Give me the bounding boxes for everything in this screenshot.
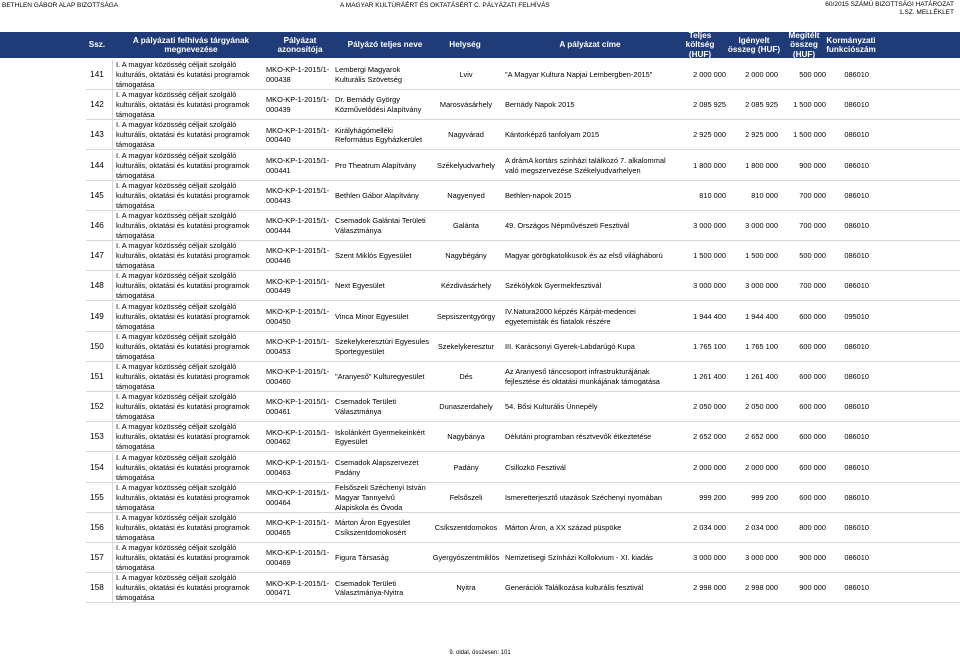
column-divider bbox=[112, 573, 114, 603]
cell-granted: 1 500 000 bbox=[793, 130, 826, 140]
cell-requested: 999 200 bbox=[751, 492, 778, 502]
cell-requested: 1 261 400 bbox=[745, 372, 778, 382]
cell-loc: Dunaszerdahely bbox=[439, 402, 493, 412]
cell-title: Az Aranyeső tánccsoport infrastrukturájának fejlesztése és oktatási munkájának támogatása bbox=[505, 367, 660, 386]
cell-func: 086010 bbox=[844, 372, 869, 382]
cell-title: Csillozkö Fesztivál bbox=[505, 462, 566, 472]
cell-loc: Csíkszentdomokos bbox=[434, 523, 498, 533]
cell-loc: Nagybánya bbox=[447, 432, 485, 442]
cell-org: Bethlen Gábor Alapítvány bbox=[335, 190, 419, 200]
column-divider bbox=[112, 120, 114, 150]
cell-code: MKO-KP-1-2015/1-000440 bbox=[266, 125, 330, 145]
cell-title: Nemzetisegi Színházi Kollokvium - XI. kiadás bbox=[505, 553, 653, 563]
cell-func: 086010 bbox=[844, 221, 869, 231]
cell-granted: 700 000 bbox=[799, 281, 826, 291]
cell-call: I. A magyar közösség céljait szolgáló kulturális, oktatási és kutatási programok támogatása bbox=[116, 180, 250, 210]
cell-num: 144 bbox=[90, 160, 104, 170]
col-header-requested: Igényelt összeg (HUF) bbox=[727, 35, 781, 54]
cell-title: Magyar görögkatolikusok és az első világháború bbox=[505, 251, 663, 261]
cell-granted: 600 000 bbox=[799, 492, 826, 502]
cell-func: 086010 bbox=[844, 462, 869, 472]
col-header-loc: Helység bbox=[449, 40, 481, 50]
table-row bbox=[0, 120, 960, 150]
cell-granted: 900 000 bbox=[799, 160, 826, 170]
cell-code: MKO-KP-1-2015/1-000438 bbox=[266, 65, 330, 84]
cell-func: 086010 bbox=[844, 583, 869, 593]
cell-num: 150 bbox=[90, 341, 104, 351]
cell-num: 153 bbox=[90, 432, 104, 442]
cell-title: Generációk Találkozása kulturális fesztivál bbox=[505, 583, 644, 593]
cell-call: I. A magyar közösség céljait szolgáló kulturális, oktatási és kutatási programok támogatása bbox=[116, 120, 250, 150]
table-row bbox=[0, 332, 960, 362]
column-divider bbox=[112, 543, 114, 573]
cell-loc: Nyitra bbox=[456, 583, 476, 593]
cell-func: 086010 bbox=[844, 432, 869, 442]
column-divider bbox=[112, 332, 114, 362]
column-divider bbox=[112, 181, 114, 211]
cell-title: 49. Országos Népművészeti Fesztivál bbox=[505, 221, 630, 231]
table-row bbox=[0, 573, 960, 603]
cell-granted: 500 000 bbox=[799, 70, 826, 80]
cell-requested: 2 652 000 bbox=[745, 432, 778, 442]
cell-code: MKO-KP-1-2015/1-000463 bbox=[266, 457, 330, 477]
cell-total: 1 261 400 bbox=[693, 372, 726, 382]
column-divider bbox=[112, 60, 114, 90]
table-row bbox=[0, 181, 960, 211]
cell-code: MKO-KP-1-2015/1-000461 bbox=[266, 397, 330, 417]
cell-call: I. A magyar közösség céljait szolgáló kulturális, oktatási és kutatási programok támogatása bbox=[116, 482, 250, 512]
col-header-num: Ssz. bbox=[88, 40, 106, 50]
cell-code: MKO-KP-1-2015/1-000469 bbox=[266, 548, 330, 568]
cell-loc: Nagyvárad bbox=[448, 130, 484, 140]
table-row bbox=[0, 422, 960, 452]
column-divider bbox=[112, 362, 114, 392]
cell-call: I. A magyar közösség céljait szolgáló kulturális, oktatási és kutatási programok támogatása bbox=[116, 422, 250, 452]
column-divider bbox=[112, 483, 114, 513]
column-divider bbox=[112, 151, 114, 181]
cell-num: 149 bbox=[90, 311, 104, 321]
cell-code: MKO-KP-1-2015/1-000439 bbox=[266, 95, 330, 115]
cell-title: Bernády Napok 2015 bbox=[505, 100, 575, 110]
cell-total: 2 034 000 bbox=[693, 523, 726, 533]
col-header-org: Pályázó teljes neve bbox=[347, 40, 423, 50]
cell-granted: 900 000 bbox=[799, 583, 826, 593]
cell-code: MKO-KP-1-2015/1-000444 bbox=[266, 216, 330, 235]
cell-call: I. A magyar közösség céljait szolgáló kulturális, oktatási és kutatási programok támogatása bbox=[116, 90, 250, 120]
cell-func: 086010 bbox=[844, 160, 869, 170]
cell-requested: 2 998 000 bbox=[745, 583, 778, 593]
table-header bbox=[0, 32, 960, 58]
col-header-code: Pályázat azonosítója bbox=[277, 35, 323, 54]
cell-requested: 3 000 000 bbox=[745, 553, 778, 563]
cell-func: 086010 bbox=[844, 100, 869, 110]
cell-org: Felsőszeli Széchenyi István Magyar Tannyelvű Alapiskola és Óvoda bbox=[335, 483, 426, 512]
cell-total: 1 944 400 bbox=[693, 311, 726, 321]
cell-num: 155 bbox=[90, 492, 104, 502]
column-divider bbox=[112, 422, 114, 452]
column-divider bbox=[112, 392, 114, 422]
cell-code: MKO-KP-1-2015/1-000460 bbox=[266, 367, 330, 386]
cell-total: 2 998 000 bbox=[693, 583, 726, 593]
cell-code: MKO-KP-1-2015/1-000464 bbox=[266, 488, 330, 507]
cell-loc: Kézdivásárhely bbox=[440, 281, 492, 291]
cell-loc: Gyergyószentmiklós bbox=[432, 553, 500, 563]
resolution-ref bbox=[825, 1, 954, 17]
table-row bbox=[0, 302, 960, 332]
cell-requested: 3 000 000 bbox=[745, 281, 778, 291]
table-row bbox=[0, 90, 960, 120]
cell-func: 086010 bbox=[844, 130, 869, 140]
cell-num: 148 bbox=[90, 281, 104, 291]
cell-num: 157 bbox=[90, 553, 104, 563]
table-row bbox=[0, 392, 960, 422]
cell-org: Csemadok Területi Választmánya-Nyitra bbox=[335, 578, 404, 598]
cell-func: 086010 bbox=[844, 341, 869, 351]
cell-total: 1 800 000 bbox=[693, 160, 726, 170]
table-row bbox=[0, 453, 960, 483]
table-row bbox=[0, 271, 960, 301]
col-header-total: Teljes költség (HUF) bbox=[685, 30, 715, 59]
cell-num: 145 bbox=[90, 190, 104, 200]
table-row bbox=[0, 483, 960, 513]
column-divider bbox=[112, 241, 114, 271]
cell-granted: 600 000 bbox=[799, 372, 826, 382]
cell-func: 086010 bbox=[844, 251, 869, 261]
cell-org: Iskolánkért Gyermekeinkért Egyesület bbox=[335, 427, 425, 447]
cell-title: 54. Bősi Kulturális Ünnepély bbox=[505, 402, 598, 412]
cell-num: 151 bbox=[90, 372, 104, 382]
table-row bbox=[0, 60, 960, 90]
column-divider bbox=[112, 453, 114, 483]
cell-num: 154 bbox=[90, 462, 104, 472]
cell-loc: Galánta bbox=[453, 221, 479, 231]
annex-label: 1.SZ. MELLÉKLET bbox=[899, 9, 954, 16]
row-separator bbox=[86, 602, 960, 603]
cell-func: 086010 bbox=[844, 553, 869, 563]
cell-total: 2 652 000 bbox=[693, 432, 726, 442]
cell-num: 142 bbox=[90, 100, 104, 110]
cell-requested: 3 000 000 bbox=[745, 221, 778, 231]
cell-requested: 2 925 000 bbox=[745, 130, 778, 140]
table-row bbox=[0, 362, 960, 392]
cell-granted: 600 000 bbox=[799, 432, 826, 442]
cell-total: 999 200 bbox=[699, 492, 726, 502]
cell-func: 086010 bbox=[844, 492, 869, 502]
cell-title: "A Magyar Kultura Napjai Lembergben-2015" bbox=[505, 70, 653, 80]
cell-call: I. A magyar közösség céljait szolgáló kulturális, oktatási és kutatási programok támogatása bbox=[116, 211, 250, 240]
cell-total: 2 000 000 bbox=[693, 462, 726, 472]
cell-loc: Felsőszeli bbox=[449, 492, 483, 502]
cell-func: 086010 bbox=[844, 402, 869, 412]
cell-org: Szekelykeresztúri Egyesules Sportegyesület bbox=[335, 337, 430, 356]
cell-requested: 1 500 000 bbox=[745, 251, 778, 261]
cell-call: I. A magyar közösség céljait szolgáló kulturális, oktatási és kutatási programok támogatása bbox=[116, 573, 250, 603]
cell-org: Figura Társaság bbox=[335, 553, 389, 563]
cell-granted: 600 000 bbox=[799, 462, 826, 472]
cell-call: I. A magyar közösség céljait szolgáló kulturális, oktatási és kutatási programok támogatása bbox=[116, 271, 250, 301]
cell-title: IV.Natura2000 képzés Kárpát-medencei egyetemisták és fiatalok részére bbox=[505, 306, 636, 326]
cell-loc: Szekelykeresztur bbox=[437, 341, 495, 351]
cell-total: 3 000 000 bbox=[693, 221, 726, 231]
table-row bbox=[0, 151, 960, 181]
cell-call: I. A magyar közösség céljait szolgáló kulturális, oktatási és kutatási programok támogatása bbox=[116, 362, 250, 391]
cell-total: 2 000 000 bbox=[693, 70, 726, 80]
cell-code: MKO-KP-1-2015/1-000453 bbox=[266, 337, 330, 356]
cell-granted: 500 000 bbox=[799, 251, 826, 261]
cell-title: Ismeretterjesztő utazások Széchenyi nyomában bbox=[505, 492, 662, 502]
cell-org: Pro Theatrum Alapítvány bbox=[335, 160, 417, 170]
cell-org: Szent Miklós Egyesület bbox=[335, 251, 412, 261]
cell-code: MKO-KP-1-2015/1-000441 bbox=[266, 155, 330, 175]
cell-org: "Aranyeső" Kulturegyesület bbox=[335, 372, 425, 382]
column-divider bbox=[112, 513, 114, 543]
cell-num: 141 bbox=[90, 70, 104, 80]
cell-requested: 2 000 000 bbox=[745, 462, 778, 472]
cell-code: MKO-KP-1-2015/1-000450 bbox=[266, 306, 330, 326]
cell-call: I. A magyar közösség céljait szolgáló kulturális, oktatási és kutatási programok támogatása bbox=[116, 543, 250, 573]
cell-total: 1 500 000 bbox=[693, 251, 726, 261]
cell-func: 095010 bbox=[844, 311, 869, 321]
cell-title: III. Karácsonyi Gyerek-Labdarúgó Kupa bbox=[505, 341, 635, 351]
cell-org: Vinca Minor Egyesület bbox=[335, 311, 409, 321]
cell-total: 2 925 000 bbox=[693, 130, 726, 140]
table-row bbox=[0, 543, 960, 573]
cell-title: Márton Áron, a XX század püspöke bbox=[505, 523, 622, 533]
cell-code: MKO-KP-1-2015/1-000446 bbox=[266, 246, 330, 266]
page-footer: 9. oldal, összesen: 101 bbox=[449, 650, 511, 656]
cell-code: MKO-KP-1-2015/1-000471 bbox=[266, 578, 330, 598]
cell-total: 3 000 000 bbox=[693, 281, 726, 291]
cell-func: 086010 bbox=[844, 523, 869, 533]
cell-requested: 2 050 000 bbox=[745, 402, 778, 412]
cell-org: Királyhágómelléki Református Egyházkerület bbox=[335, 125, 423, 145]
cell-code: MKO-KP-1-2015/1-000449 bbox=[266, 276, 330, 296]
cell-org: Márton Áron Egyesület Csíkszentdomokosért bbox=[335, 518, 411, 537]
cell-title: Székólykök Gyermekfesztivál bbox=[505, 281, 602, 291]
table-row bbox=[0, 513, 960, 543]
cell-func: 086010 bbox=[844, 281, 869, 291]
resolution-number: 60/2015 SZÁMÚ BIZOTTSÁGI HATÁROZAT bbox=[825, 1, 954, 8]
column-divider bbox=[112, 271, 114, 301]
col-header-title: A pályázat címe bbox=[559, 40, 621, 50]
cell-requested: 1 765 100 bbox=[745, 341, 778, 351]
cell-num: 158 bbox=[90, 583, 104, 593]
cell-requested: 810 000 bbox=[751, 190, 778, 200]
cell-total: 810 000 bbox=[699, 190, 726, 200]
org-name: BETHLEN GÁBOR ALAP BIZOTTSÁGA bbox=[2, 2, 119, 9]
cell-loc: Nagyenyed bbox=[447, 190, 485, 200]
cell-granted: 1 500 000 bbox=[793, 100, 826, 110]
cell-call: I. A magyar közösség céljait szolgáló kulturális, oktatási és kutatási programok támogatása bbox=[116, 241, 250, 271]
cell-requested: 1 944 400 bbox=[745, 311, 778, 321]
cell-title: Délutáni programban résztvevők étkeztetése bbox=[505, 432, 652, 442]
cell-granted: 600 000 bbox=[799, 402, 826, 412]
cell-num: 156 bbox=[90, 523, 104, 533]
cell-loc: Lviv bbox=[459, 70, 473, 80]
cell-call: I. A magyar közösség céljait szolgáló kulturális, oktatási és kutatási programok támogatása bbox=[116, 60, 250, 89]
cell-granted: 700 000 bbox=[799, 190, 826, 200]
cell-call: I. A magyar közösség céljait szolgáló kulturális, oktatási és kutatási programok támogatása bbox=[116, 452, 250, 482]
cell-loc: Dés bbox=[459, 372, 473, 382]
cell-requested: 1 800 000 bbox=[745, 160, 778, 170]
col-header-call: A pályázati felhívás tárgyának megnevezése bbox=[132, 35, 250, 54]
cell-call: I. A magyar közösség céljait szolgáló kulturális, oktatási és kutatási programok támogatása bbox=[116, 392, 250, 422]
cell-granted: 700 000 bbox=[799, 221, 826, 231]
cell-call: I. A magyar közösség céljait szolgáló kulturális, oktatási és kutatási programok támogatása bbox=[116, 513, 250, 542]
call-name: A MAGYAR KULTÚRÁÉRT ÉS OKTATÁSÉRT C. PÁLYÁZATI FELHÍVÁS bbox=[340, 2, 550, 9]
cell-title: Kántorképző tanfolyam 2015 bbox=[505, 130, 600, 140]
cell-loc: Nagybégány bbox=[445, 251, 487, 261]
cell-loc: Padány bbox=[453, 462, 479, 472]
cell-granted: 600 000 bbox=[799, 341, 826, 351]
top-bar bbox=[0, 0, 960, 14]
cell-code: MKO-KP-1-2015/1-000443 bbox=[266, 186, 330, 205]
cell-total: 3 000 000 bbox=[693, 553, 726, 563]
cell-call: I. A magyar közösség céljait szolgáló kulturális, oktatási és kutatási programok támogatása bbox=[116, 331, 250, 361]
cell-loc: Marosvásárhely bbox=[439, 100, 493, 110]
cell-org: Csemadok Területi Választmánya bbox=[335, 397, 397, 417]
column-divider bbox=[112, 211, 114, 241]
cell-requested: 2 034 000 bbox=[745, 523, 778, 533]
cell-code: MKO-KP-1-2015/1-000462 bbox=[266, 427, 330, 447]
cell-granted: 600 000 bbox=[799, 311, 826, 321]
cell-total: 1 765 100 bbox=[693, 341, 726, 351]
cell-org: Lembergi Magyarok Kulturális Szövetség bbox=[335, 65, 402, 84]
cell-code: MKO-KP-1-2015/1-000465 bbox=[266, 518, 330, 537]
cell-title: A drámA kortárs színházi találkozó 7. alkalommal való megszervezése Székelyudvarhelyen bbox=[505, 155, 666, 175]
cell-total: 2 050 000 bbox=[693, 402, 726, 412]
col-header-func: Kormányzati funkciószám bbox=[826, 35, 876, 54]
cell-total: 2 085 925 bbox=[693, 100, 726, 110]
cell-num: 146 bbox=[90, 221, 104, 231]
table-row bbox=[0, 241, 960, 271]
cell-call: I. A magyar közösség céljait szolgáló kulturális, oktatási és kutatási programok támogatása bbox=[116, 150, 250, 180]
cell-granted: 900 000 bbox=[799, 553, 826, 563]
cell-func: 086010 bbox=[844, 70, 869, 80]
cell-loc: Sepsiszentgyörgy bbox=[436, 311, 496, 321]
cell-requested: 2 000 000 bbox=[745, 70, 778, 80]
cell-org: Dr. Bernády György Közművelődési Alapítvány bbox=[335, 95, 422, 115]
column-divider bbox=[112, 90, 114, 120]
cell-num: 147 bbox=[90, 251, 104, 261]
cell-org: Csemadok Galántai Területi Választmánya bbox=[335, 216, 426, 235]
cell-org: Next Egyesület bbox=[335, 281, 385, 291]
table-row bbox=[0, 211, 960, 241]
cell-loc: Székelyudvarhely bbox=[437, 160, 495, 170]
cell-title: Bethlen-napok 2015 bbox=[505, 190, 572, 200]
cell-requested: 2 085 925 bbox=[745, 100, 778, 110]
cell-granted: 800 000 bbox=[799, 523, 826, 533]
cell-num: 143 bbox=[90, 130, 104, 140]
cell-func: 086010 bbox=[844, 190, 869, 200]
cell-org: Csemadok Alapszervezet Padány bbox=[335, 457, 419, 477]
column-divider bbox=[112, 302, 114, 332]
cell-call: I. A magyar közösség céljait szolgáló kulturális, oktatási és kutatási programok támogatása bbox=[116, 301, 250, 331]
cell-num: 152 bbox=[90, 402, 104, 412]
col-header-granted: Megítélt összeg (HUF) bbox=[788, 30, 820, 59]
